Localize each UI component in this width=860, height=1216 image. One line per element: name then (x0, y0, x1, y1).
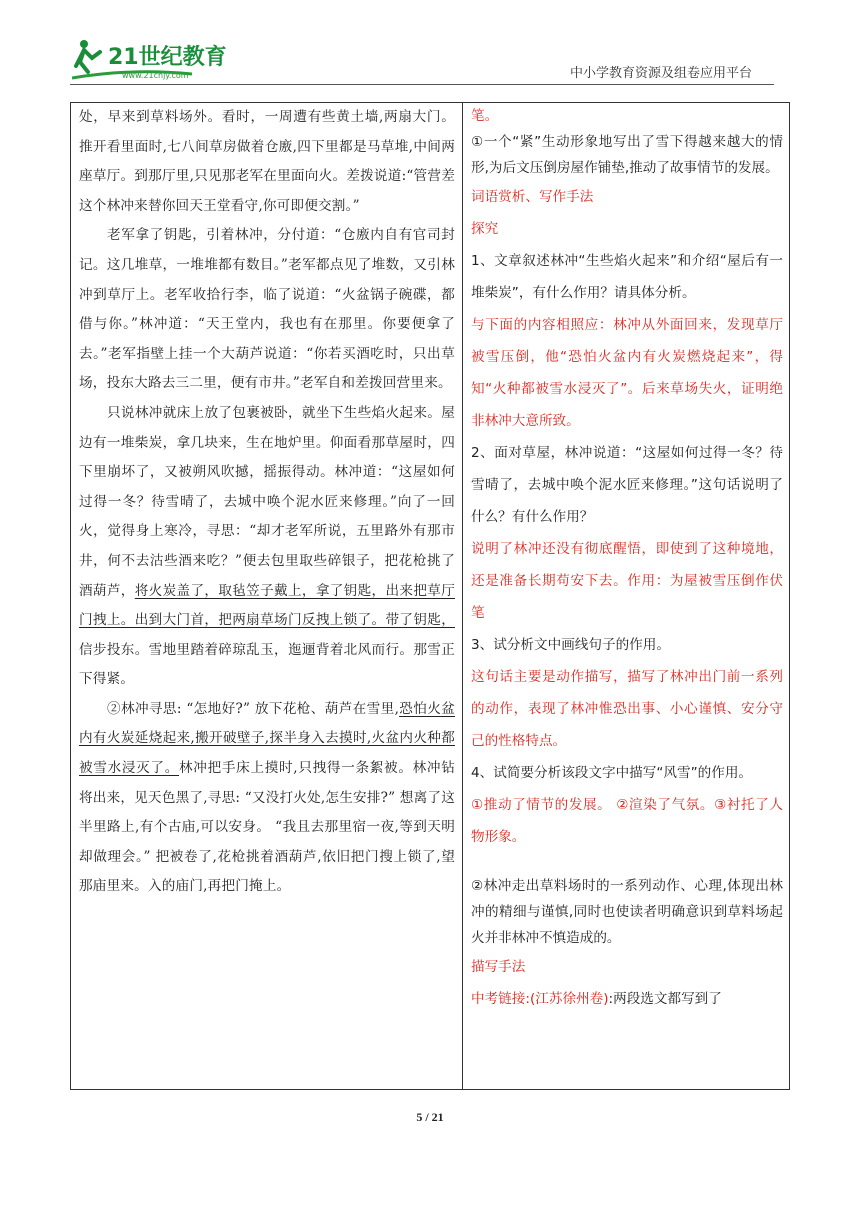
note-continuation: 笔。 (471, 108, 499, 124)
21cnjy-logo (72, 38, 242, 82)
paragraph-3-text-b: 信步投东。雪地里踏着碎琼乱玉，迤逦背着北风而行。那雪正下得紧。 (79, 641, 455, 688)
content-table (70, 102, 790, 1090)
explore-heading: 探究 (471, 221, 499, 237)
paragraph-3 (79, 399, 455, 695)
answer-4: ①推动了情节的发展。 ②渲染了气氛。③衬托了人物形象。 (471, 797, 783, 845)
answer-3: 这句话主要是动作描写，描写了林冲出门前一系列的动作，表现了林冲惟恐出事、小心谨慎、安分守己的性格特点。 (471, 669, 783, 749)
note-analysis: ①一个“紧”生动形象地写出了雪下得越来越大的情形,为后文压倒房屋作铺垫,推动了故事情节的发展。 (471, 134, 783, 176)
note-technique-label: 词语赏析、写作手法 (471, 189, 594, 205)
note-analysis-2: ②林冲走出草料场时的一系列动作、心理,体现出林冲的精细与谨慎,同时也使读者明确意识到草料场起火并非林冲不慎造成的。 (471, 878, 783, 946)
note-technique-label-2: 描写手法 (471, 959, 526, 975)
paragraph-2: 老军拿了钥匙，引着林冲，分付道：“仓廒内自有官司封记。这几堆草，一堆堆都有数目。”老军都点见了堆数，又引林冲到草厅上。老军收拾行李，临了说道：“火盆锅子碗碟，都借与你。”林冲道：“天王堂内，我也有在那里。你要便拿了去。”老军指壁上挂一个大葫芦说道：“你若买酒吃时，只出草场，投东大路去三二里，便有市井。”老军自和差拨回营里来。 (79, 227, 455, 392)
page-header (0, 0, 860, 90)
paragraph-3-text-a: 只说林冲就床上放了包裹被卧，就坐下生些焰火起来。屋边有一堆柴炭，拿几块来，生在地炉里。仰面看那草屋时，四下里崩坏了，又被朔风吹撼，摇振得动。林冲道：“这屋如何过得一冬？待雪晴了，去城中唤个泥水匠来修理。”向了一回火，觉得身上寒冷，寻思：“却才老军所说，五里路外有那市井，何不去沽些酒来吃？”便去包里取些碎银子，把花枪挑了酒葫芦， (79, 404, 455, 599)
question-4: 4、试简要分析该段文字中描写“风雪”的作用。 (471, 765, 753, 781)
paragraph-4-text-a: ②林冲寻思: “怎地好?” 放下花枪、葫芦在雪里, (107, 700, 400, 717)
header-rule (70, 84, 774, 85)
question-2: 2、面对草屋，林冲说道：“这屋如何过得一冬？待雪晴了，去城中唤个泥水匠来修理。”这句话说明了什么？有什么作用？ (471, 445, 783, 525)
paragraph-1: 处，早来到草料场外。看时，一周遭有些黄土墙,两扇大门。推开看里面时,七八间草房做着仓廒,四下里都是马草堆,中间两座草厅。到那厅里,只见那老军在里面向火。差拨说道:“管营差这个林冲来替你回天王堂看守,你可即便交割。” (79, 109, 455, 214)
question-3: 3、试分析文中画线句子的作用。 (471, 637, 670, 653)
underlined-sentence-2: 恐怕火盆内有火炭延烧起来,搬开破壁子,探半身入去摸时,火盆内火种都被雪水浸灭了。 (79, 700, 455, 777)
exam-link-label: 中考链接:(江苏徐州卷) (471, 991, 609, 1007)
exam-link-text: :两段选文都写到了 (608, 991, 722, 1007)
exam-link (471, 983, 783, 1015)
column-divider (462, 103, 463, 1089)
paragraph-4-text-b: 林冲把手床上摸时,只拽得一条絮被。林冲钻将出来，见天色黑了,寻思: “又没打火处,怎生安排?” 想离了这半里路上,有个古庙,可以安身。 “我且去那里宿一夜,等到天明却做理会。” 把被卷了,花枪挑着酒葫芦,依旧把门搜上锁了,望那庙里来。入的庙门,再把门掩上。 (79, 760, 455, 895)
answer-1: 与下面的内容相照应：林冲从外面回来，发现草厅被雪压倒，他“恐怕火盆内有火炭燃烧起来”，得知“火种都被雪水浸灭了”。后来草场失火，证明绝非林冲大意所致。 (471, 317, 783, 429)
page-number: 5 / 21 (416, 1110, 444, 1124)
platform-name: 中小学教育资源及组卷应用平台 (569, 66, 752, 81)
svg-text:www.21cnjy.com: www.21cnjy.com (122, 71, 189, 80)
question-1: 1、文章叙述林冲“生些焰火起来”和介绍“屋后有一堆柴炭”，有什么作用？请具体分析。 (471, 253, 783, 301)
underlined-sentence-1: 将火炭盖了，取毡笠子戴上，拿了钥匙，出来把草厅门拽上。出到大门首，把两扇草场门反拽上锁了。带了钥匙， (79, 582, 455, 629)
svg-text:21世纪教育: 21世纪教育 (108, 45, 227, 70)
answer-2: 说明了林冲还没有彻底醒悟，即使到了这种境地，还是准备长期苟安下去。作用：为屋被雪压倒作伏笔 (471, 541, 783, 621)
annotation-column (471, 103, 783, 1015)
text-column (79, 103, 455, 902)
paragraph-4 (79, 695, 455, 902)
